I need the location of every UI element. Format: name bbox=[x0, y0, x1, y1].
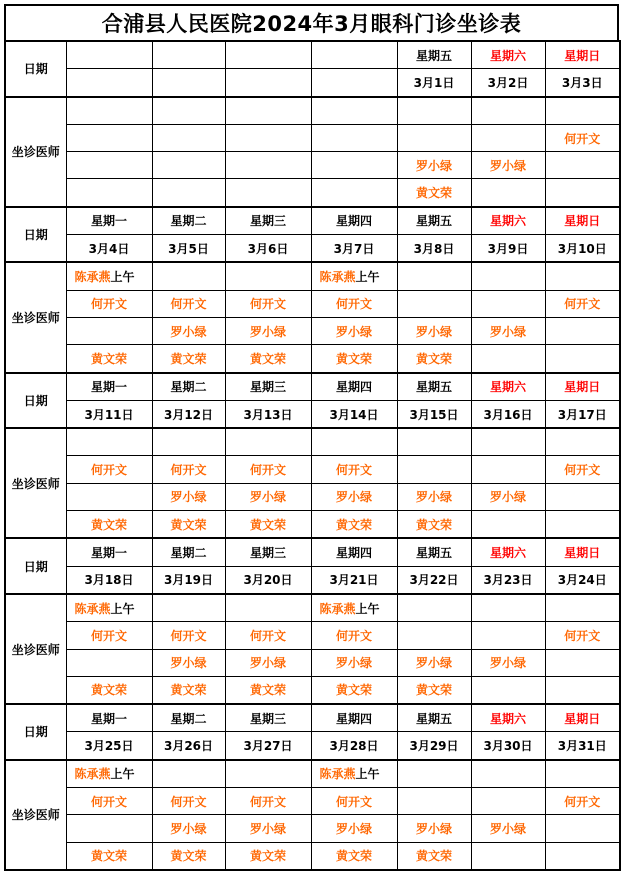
doctor-cell bbox=[545, 594, 620, 622]
date-cell: 3月2日 bbox=[471, 69, 545, 97]
date-cell: 3月11日 bbox=[66, 400, 152, 428]
weekday-cell: 星期一 bbox=[66, 207, 152, 235]
doctor-cell: 何开文 bbox=[152, 456, 225, 483]
doctor-cell bbox=[225, 124, 311, 151]
doctor-cell: 何开文 bbox=[152, 788, 225, 815]
doctor-cell bbox=[545, 815, 620, 842]
doctor-cell: 罗小绿 bbox=[225, 649, 311, 676]
doctor-cell: 何开文 bbox=[66, 622, 152, 649]
doctor-row bbox=[5, 290, 620, 317]
doctor-name: 陈承燕 bbox=[74, 270, 111, 285]
doctor-cell: 黄文荣 bbox=[311, 345, 397, 373]
date-cell: 3月1日 bbox=[397, 69, 471, 97]
doctor-row bbox=[5, 788, 620, 815]
date-cell: 3月21日 bbox=[311, 566, 397, 594]
doctor-cell bbox=[397, 760, 471, 788]
doctor-cell: 何开文 bbox=[152, 622, 225, 649]
doctor-cell bbox=[152, 124, 225, 151]
doctor-cell bbox=[225, 594, 311, 622]
weekday-cell: 星期二 bbox=[152, 207, 225, 235]
doctor-cell: 何开文 bbox=[225, 290, 311, 317]
doctor-cell bbox=[311, 760, 397, 788]
doctor-cell bbox=[545, 428, 620, 456]
date-cell: 3月10日 bbox=[545, 235, 620, 263]
weekday-cell: 星期三 bbox=[225, 207, 311, 235]
weekday-cell: 星期二 bbox=[152, 538, 225, 566]
date-cell: 3月15日 bbox=[397, 400, 471, 428]
doctor-row bbox=[5, 262, 620, 290]
date-row-label: 日期 bbox=[5, 207, 66, 263]
doctor-cell bbox=[471, 290, 545, 317]
weekday-cell: 星期四 bbox=[311, 538, 397, 566]
date-row bbox=[5, 566, 620, 594]
doctor-cell bbox=[397, 456, 471, 483]
doctor-name: 陈承燕 bbox=[319, 601, 356, 616]
doctor-cell bbox=[545, 179, 620, 207]
doctor-cell: 黄文荣 bbox=[225, 511, 311, 539]
date-row-label: 日期 bbox=[5, 41, 66, 97]
weekday-cell: 星期六 bbox=[471, 207, 545, 235]
doctor-cell bbox=[66, 152, 152, 179]
weekday-cell: 星期日 bbox=[545, 41, 620, 69]
weekday-cell: 星期日 bbox=[545, 538, 620, 566]
doctor-cell bbox=[545, 345, 620, 373]
weekday-row bbox=[5, 704, 620, 732]
date-cell bbox=[152, 69, 225, 97]
session-note: 上午 bbox=[110, 601, 135, 616]
doctor-cell: 罗小绿 bbox=[397, 815, 471, 842]
doctor-cell: 罗小绿 bbox=[397, 483, 471, 510]
doctor-row bbox=[5, 428, 620, 456]
doctor-cell bbox=[471, 456, 545, 483]
doctor-cell bbox=[471, 511, 545, 539]
doctor-cell bbox=[545, 760, 620, 788]
doctor-cell: 黄文荣 bbox=[152, 676, 225, 704]
doctor-cell bbox=[471, 594, 545, 622]
date-cell bbox=[311, 69, 397, 97]
session-note: 上午 bbox=[110, 270, 135, 285]
doctor-cell bbox=[66, 124, 152, 151]
doctor-cell: 黄文荣 bbox=[225, 842, 311, 870]
doctor-cell bbox=[397, 622, 471, 649]
doctor-row bbox=[5, 483, 620, 510]
doctor-row bbox=[5, 345, 620, 373]
doctor-cell bbox=[311, 428, 397, 456]
weekday-cell bbox=[152, 41, 225, 69]
doctor-cell: 罗小绿 bbox=[152, 483, 225, 510]
doctor-cell: 罗小绿 bbox=[471, 317, 545, 344]
date-cell: 3月18日 bbox=[66, 566, 152, 594]
doctor-cell bbox=[545, 152, 620, 179]
date-cell: 3月8日 bbox=[397, 235, 471, 263]
date-cell: 3月12日 bbox=[152, 400, 225, 428]
doctor-cell: 何开文 bbox=[311, 788, 397, 815]
date-cell: 3月26日 bbox=[152, 732, 225, 760]
doctor-name: 陈承燕 bbox=[319, 270, 356, 285]
date-row bbox=[5, 732, 620, 760]
doctor-cell bbox=[225, 262, 311, 290]
weekday-cell: 星期五 bbox=[397, 538, 471, 566]
doctor-cell: 黄文荣 bbox=[397, 511, 471, 539]
date-cell bbox=[66, 69, 152, 97]
doctor-cell: 何开文 bbox=[66, 290, 152, 317]
date-cell: 3月29日 bbox=[397, 732, 471, 760]
doctor-cell bbox=[545, 649, 620, 676]
doctor-cell: 黄文荣 bbox=[225, 345, 311, 373]
doctor-name: 陈承燕 bbox=[319, 767, 356, 782]
weekday-cell: 星期四 bbox=[311, 704, 397, 732]
date-cell: 3月14日 bbox=[311, 400, 397, 428]
session-note: 上午 bbox=[355, 601, 380, 616]
date-cell: 3月4日 bbox=[66, 235, 152, 263]
doctor-cell: 罗小绿 bbox=[311, 483, 397, 510]
date-row-label: 日期 bbox=[5, 373, 66, 429]
weekday-cell: 星期四 bbox=[311, 207, 397, 235]
doctor-cell: 黄文荣 bbox=[152, 345, 225, 373]
doctor-cell: 罗小绿 bbox=[225, 483, 311, 510]
doctor-cell: 罗小绿 bbox=[152, 317, 225, 344]
weekday-cell: 星期三 bbox=[225, 704, 311, 732]
doctor-row-label: 坐诊医师 bbox=[5, 760, 66, 870]
doctor-cell bbox=[471, 124, 545, 151]
doctor-cell: 黄文荣 bbox=[66, 676, 152, 704]
doctor-row bbox=[5, 511, 620, 539]
doctor-cell: 罗小绿 bbox=[311, 317, 397, 344]
date-cell: 3月27日 bbox=[225, 732, 311, 760]
doctor-cell: 罗小绿 bbox=[397, 317, 471, 344]
weekday-cell: 星期五 bbox=[397, 373, 471, 401]
weekday-row bbox=[5, 538, 620, 566]
date-cell: 3月5日 bbox=[152, 235, 225, 263]
doctor-cell bbox=[311, 124, 397, 151]
doctor-row bbox=[5, 317, 620, 344]
doctor-row-label: 坐诊医师 bbox=[5, 97, 66, 207]
doctor-cell: 黄文荣 bbox=[311, 676, 397, 704]
doctor-row bbox=[5, 622, 620, 649]
doctor-cell bbox=[66, 649, 152, 676]
session-note: 上午 bbox=[355, 270, 380, 285]
doctor-row bbox=[5, 97, 620, 125]
weekday-cell: 星期二 bbox=[152, 704, 225, 732]
doctor-cell: 黄文荣 bbox=[397, 345, 471, 373]
doctor-cell: 何开文 bbox=[311, 290, 397, 317]
doctor-cell: 罗小绿 bbox=[471, 649, 545, 676]
doctor-row-label: 坐诊医师 bbox=[5, 428, 66, 538]
date-cell: 3月25日 bbox=[66, 732, 152, 760]
doctor-cell bbox=[152, 152, 225, 179]
doctor-cell bbox=[66, 594, 152, 622]
doctor-cell bbox=[397, 594, 471, 622]
weekday-cell: 星期五 bbox=[397, 41, 471, 69]
doctor-cell bbox=[66, 179, 152, 207]
doctor-cell: 黄文荣 bbox=[152, 511, 225, 539]
doctor-cell bbox=[66, 262, 152, 290]
date-cell: 3月7日 bbox=[311, 235, 397, 263]
weekday-cell: 星期一 bbox=[66, 704, 152, 732]
doctor-cell: 何开文 bbox=[545, 622, 620, 649]
doctor-cell: 黄文荣 bbox=[397, 179, 471, 207]
doctor-cell: 何开文 bbox=[152, 290, 225, 317]
weekday-cell: 星期一 bbox=[66, 538, 152, 566]
date-cell: 3月13日 bbox=[225, 400, 311, 428]
doctor-cell bbox=[311, 262, 397, 290]
weekday-cell bbox=[66, 41, 152, 69]
weekday-cell: 星期日 bbox=[545, 704, 620, 732]
date-cell: 3月31日 bbox=[545, 732, 620, 760]
date-cell: 3月24日 bbox=[545, 566, 620, 594]
doctor-cell: 何开文 bbox=[66, 456, 152, 483]
doctor-cell: 黄文荣 bbox=[225, 676, 311, 704]
doctor-cell: 何开文 bbox=[545, 456, 620, 483]
doctor-cell: 黄文荣 bbox=[66, 842, 152, 870]
date-row bbox=[5, 400, 620, 428]
doctor-row-label: 坐诊医师 bbox=[5, 594, 66, 704]
doctor-cell bbox=[152, 262, 225, 290]
doctor-cell: 何开文 bbox=[66, 788, 152, 815]
doctor-cell: 何开文 bbox=[545, 124, 620, 151]
doctor-cell bbox=[397, 290, 471, 317]
doctor-cell: 何开文 bbox=[225, 622, 311, 649]
doctor-cell: 罗小绿 bbox=[152, 815, 225, 842]
doctor-cell: 何开文 bbox=[545, 788, 620, 815]
doctor-cell: 何开文 bbox=[545, 290, 620, 317]
doctor-cell bbox=[397, 262, 471, 290]
doctor-cell bbox=[545, 511, 620, 539]
doctor-cell: 黄文荣 bbox=[311, 511, 397, 539]
doctor-cell: 罗小绿 bbox=[225, 317, 311, 344]
doctor-cell: 罗小绿 bbox=[397, 152, 471, 179]
session-note: 上午 bbox=[355, 767, 380, 782]
date-cell: 3月23日 bbox=[471, 566, 545, 594]
date-row-label: 日期 bbox=[5, 538, 66, 594]
weekday-cell: 星期四 bbox=[311, 373, 397, 401]
doctor-row bbox=[5, 760, 620, 788]
doctor-cell bbox=[152, 428, 225, 456]
doctor-cell: 何开文 bbox=[311, 456, 397, 483]
doctor-cell: 罗小绿 bbox=[225, 815, 311, 842]
doctor-cell bbox=[225, 760, 311, 788]
date-cell: 3月22日 bbox=[397, 566, 471, 594]
doctor-cell: 罗小绿 bbox=[152, 649, 225, 676]
doctor-row bbox=[5, 815, 620, 842]
weekday-cell: 星期六 bbox=[471, 41, 545, 69]
session-note: 上午 bbox=[110, 767, 135, 782]
doctor-cell bbox=[225, 97, 311, 125]
doctor-cell bbox=[545, 676, 620, 704]
date-cell: 3月19日 bbox=[152, 566, 225, 594]
weekday-cell: 星期六 bbox=[471, 704, 545, 732]
doctor-cell: 罗小绿 bbox=[311, 649, 397, 676]
doctor-cell bbox=[66, 483, 152, 510]
page-title: 合浦县人民医院2024年3月眼科门诊坐诊表 bbox=[4, 4, 619, 40]
doctor-cell: 罗小绿 bbox=[471, 483, 545, 510]
doctor-cell bbox=[66, 760, 152, 788]
date-row-label: 日期 bbox=[5, 704, 66, 760]
weekday-cell: 星期日 bbox=[545, 207, 620, 235]
date-cell: 3月16日 bbox=[471, 400, 545, 428]
doctor-cell bbox=[152, 179, 225, 207]
schedule-table bbox=[4, 40, 621, 871]
doctor-cell bbox=[311, 97, 397, 125]
doctor-cell bbox=[311, 594, 397, 622]
doctor-row bbox=[5, 649, 620, 676]
weekday-cell: 星期三 bbox=[225, 373, 311, 401]
weekday-cell: 星期一 bbox=[66, 373, 152, 401]
doctor-cell: 黄文荣 bbox=[152, 842, 225, 870]
doctor-cell bbox=[152, 97, 225, 125]
doctor-cell bbox=[66, 815, 152, 842]
doctor-row bbox=[5, 676, 620, 704]
weekday-cell: 星期五 bbox=[397, 207, 471, 235]
doctor-row bbox=[5, 594, 620, 622]
doctor-cell bbox=[397, 97, 471, 125]
doctor-cell: 黄文荣 bbox=[397, 842, 471, 870]
weekday-row bbox=[5, 207, 620, 235]
date-cell: 3月20日 bbox=[225, 566, 311, 594]
doctor-name: 陈承燕 bbox=[74, 601, 111, 616]
doctor-cell bbox=[225, 179, 311, 207]
doctor-cell: 何开文 bbox=[311, 622, 397, 649]
doctor-cell bbox=[471, 97, 545, 125]
doctor-cell: 黄文荣 bbox=[66, 345, 152, 373]
weekday-cell: 星期六 bbox=[471, 373, 545, 401]
doctor-cell: 罗小绿 bbox=[397, 649, 471, 676]
doctor-cell: 罗小绿 bbox=[311, 815, 397, 842]
date-cell: 3月30日 bbox=[471, 732, 545, 760]
doctor-row-label: 坐诊医师 bbox=[5, 262, 66, 372]
doctor-cell bbox=[397, 428, 471, 456]
doctor-row bbox=[5, 124, 620, 151]
doctor-cell bbox=[66, 428, 152, 456]
doctor-cell bbox=[471, 262, 545, 290]
date-cell: 3月17日 bbox=[545, 400, 620, 428]
doctor-cell bbox=[471, 179, 545, 207]
doctor-cell: 罗小绿 bbox=[471, 815, 545, 842]
weekday-cell: 星期日 bbox=[545, 373, 620, 401]
doctor-cell: 黄文荣 bbox=[311, 842, 397, 870]
doctor-name: 陈承燕 bbox=[74, 767, 111, 782]
doctor-cell: 何开文 bbox=[225, 456, 311, 483]
doctor-cell bbox=[397, 788, 471, 815]
doctor-cell: 何开文 bbox=[225, 788, 311, 815]
date-cell: 3月9日 bbox=[471, 235, 545, 263]
doctor-cell: 黄文荣 bbox=[66, 511, 152, 539]
doctor-cell bbox=[397, 124, 471, 151]
weekday-row bbox=[5, 373, 620, 401]
doctor-cell bbox=[545, 317, 620, 344]
weekday-cell: 星期二 bbox=[152, 373, 225, 401]
date-row bbox=[5, 235, 620, 263]
doctor-row bbox=[5, 152, 620, 179]
doctor-cell bbox=[471, 676, 545, 704]
weekday-row bbox=[5, 41, 620, 69]
weekday-cell: 星期三 bbox=[225, 538, 311, 566]
doctor-cell bbox=[311, 152, 397, 179]
doctor-cell bbox=[545, 97, 620, 125]
date-cell: 3月28日 bbox=[311, 732, 397, 760]
doctor-cell bbox=[66, 97, 152, 125]
date-cell: 3月6日 bbox=[225, 235, 311, 263]
doctor-cell: 罗小绿 bbox=[471, 152, 545, 179]
doctor-cell bbox=[311, 179, 397, 207]
doctor-row bbox=[5, 456, 620, 483]
weekday-cell bbox=[311, 41, 397, 69]
date-cell: 3月3日 bbox=[545, 69, 620, 97]
doctor-row bbox=[5, 179, 620, 207]
doctor-cell bbox=[545, 262, 620, 290]
weekday-cell bbox=[225, 41, 311, 69]
doctor-cell bbox=[66, 317, 152, 344]
doctor-cell bbox=[471, 345, 545, 373]
doctor-cell bbox=[225, 428, 311, 456]
doctor-cell bbox=[471, 788, 545, 815]
doctor-cell bbox=[225, 152, 311, 179]
doctor-cell bbox=[152, 760, 225, 788]
schedule-sheet bbox=[4, 4, 619, 871]
date-cell bbox=[225, 69, 311, 97]
weekday-cell: 星期五 bbox=[397, 704, 471, 732]
doctor-cell: 黄文荣 bbox=[397, 676, 471, 704]
date-row bbox=[5, 69, 620, 97]
doctor-cell bbox=[471, 428, 545, 456]
doctor-cell bbox=[471, 760, 545, 788]
doctor-cell bbox=[545, 483, 620, 510]
doctor-cell bbox=[471, 622, 545, 649]
weekday-cell: 星期六 bbox=[471, 538, 545, 566]
doctor-cell bbox=[152, 594, 225, 622]
